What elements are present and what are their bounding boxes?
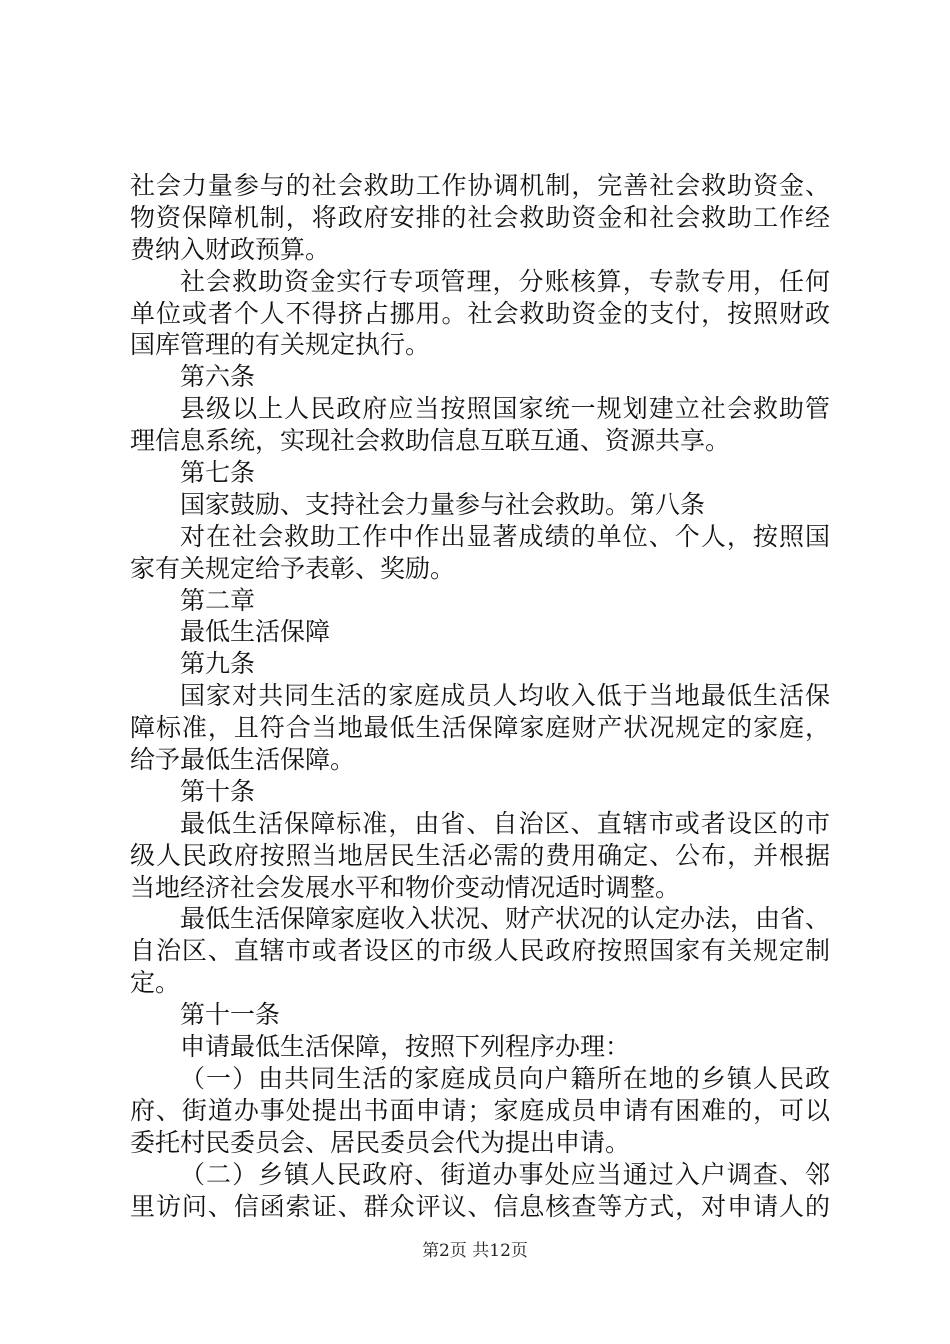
text-line: （一）由共同生活的家庭成员向户籍所在地的乡镇人民政 bbox=[180, 1063, 830, 1093]
text-line: 自治区、直辖市或者设区的市级人民政府按照国家有关规定制 bbox=[130, 936, 830, 966]
text-line: 当地经济社会发展水平和物价变动情况适时调整。 bbox=[130, 872, 681, 902]
text-line: 县级以上人民政府应当按照国家统一规划建立社会救助管 bbox=[180, 394, 830, 424]
text-line: 国库管理的有关规定执行。 bbox=[130, 330, 431, 360]
page-footer bbox=[0, 1240, 950, 1262]
text-line: 第十一条 bbox=[180, 1000, 281, 1030]
text-line: 对在社会救助工作中作出显著成绩的单位、个人，按照国 bbox=[180, 521, 830, 551]
text-line: 障标准，且符合当地最低生活保障家庭财产状况规定的家庭， bbox=[130, 713, 830, 743]
text-line: 委托村民委员会、居民委员会代为提出申请。 bbox=[130, 1127, 631, 1157]
text-line: 物资保障机制，将政府安排的社会救助资金和社会救助工作经 bbox=[130, 202, 830, 232]
text-line: 给予最低生活保障。 bbox=[130, 745, 356, 775]
text-line: 社会力量参与的社会救助工作协调机制，完善社会救助资金、 bbox=[130, 171, 830, 200]
text-line: 第十条 bbox=[180, 776, 256, 806]
text-line: 第七条 bbox=[180, 458, 256, 488]
text-line: 第六条 bbox=[180, 362, 256, 392]
text-line: 最低生活保障家庭收入状况、财产状况的认定办法，由省、 bbox=[180, 904, 831, 934]
text-line: 理信息系统，实现社会救助信息互联互通、资源共享。 bbox=[130, 426, 731, 456]
text-line: 府、街道办事处提出书面申请；家庭成员申请有困难的，可以 bbox=[130, 1095, 830, 1125]
text-line: 国家对共同生活的家庭成员人均收入低于当地最低生活保 bbox=[180, 681, 830, 711]
text-line: 最低生活保障标准，由省、自治区、直辖市或者设区的市 bbox=[180, 808, 830, 838]
text-line: 申请最低生活保障，按照下列程序办理： bbox=[180, 1032, 631, 1062]
text-line: 第二章 bbox=[180, 585, 256, 615]
text-line: 国家鼓励、支持社会力量参与社会救助。第八条 bbox=[180, 489, 706, 519]
text-line: 第九条 bbox=[180, 649, 256, 679]
document-body bbox=[130, 170, 830, 1222]
text-line: 费纳入财政预算。 bbox=[130, 234, 331, 264]
page-number-label: 第2页 共12页 bbox=[422, 1241, 528, 1261]
text-line: 单位或者个人不得挤占挪用。社会救助资金的支付，按照财政 bbox=[130, 298, 830, 328]
text-line: 最低生活保障 bbox=[180, 617, 331, 647]
text-line: 级人民政府按照当地居民生活必需的费用确定、公布，并根据 bbox=[130, 840, 830, 870]
text-line: 定。 bbox=[130, 968, 181, 998]
text-line: 里访问、信函索证、群众评议、信息核查等方式，对申请人的 bbox=[130, 1191, 830, 1221]
text-line: 家有关规定给予表彰、奖励。 bbox=[130, 553, 456, 583]
text-line: （二）乡镇人民政府、街道办事处应当通过入户调查、邻 bbox=[180, 1159, 830, 1189]
text-line: 社会救助资金实行专项管理，分账核算，专款专用，任何 bbox=[180, 266, 830, 296]
